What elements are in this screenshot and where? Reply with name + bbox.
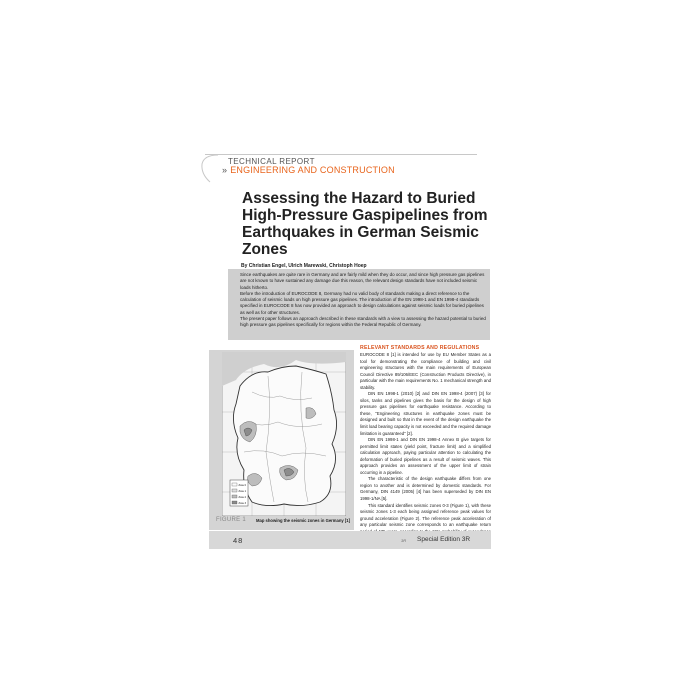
body-paragraph: The characteristic of the design earthquake differs from one region to another and is determined by domestic standards. For Germany, DIN 4149 (2005) [4] has been superseded by DIN EN 1998-1/NA [5]. — [360, 476, 491, 502]
map-legend-label: Zone 3 — [238, 502, 246, 505]
header-section — [222, 165, 395, 175]
seismic-zone-map — [222, 352, 346, 516]
header-section-label: ENGINEERING AND CONSTRUCTION — [230, 165, 395, 175]
map-legend-label: Zone 0 — [238, 484, 246, 487]
header-kicker: TECHNICAL REPORT — [228, 157, 315, 166]
footer-brand: 3R — [401, 538, 407, 543]
figure-number: FIGURE 1 — [216, 517, 247, 523]
abstract-paragraph: The present paper follows an approach described in these standards with a view to assessing the hazard potential to buried high pressure gas pipelines specifically for regions within the Federal Republic of Germany. — [240, 316, 486, 328]
header-swoosh-icon — [198, 154, 220, 184]
page-number: 48 — [233, 536, 244, 545]
map-legend-label: Zone 1 — [238, 490, 246, 493]
body-paragraph: EUROCODE 8 [1] is intended for use by EU Member States as a tool for demonstrating the compliance of building and civil engineering structures with the main requirements of European Council Directive 89/106/EEC (Construction Products Directive), in particular with the main requirements No. 1 mechanical strength and stability. — [360, 352, 491, 390]
map-legend-label: Zone 2 — [238, 496, 246, 499]
abstract-paragraph: Since earthquakes are quite rare in Germany and are fairly mild when they do occur, and since high pressure gas pipelines are not known to have sustained any damage due this reason, the relevant design standards have not included seismic loads hitherto. — [240, 272, 485, 290]
article-title: Assessing the Hazard to Buried High-Pressure Gaspipelines from Earthquakes in German Seismic Zones — [242, 190, 488, 258]
footer-edition: Special Edition 3R — [417, 536, 471, 543]
abstract-text — [240, 272, 488, 329]
body-paragraph: This standard identifies seismic zones 0-3 (Figure 1), with these seismic zones 1-3 each being assigned reference peak values for ground acceleration (Figure 2). The reference peak acceleration of any particular seismic zone corresponds to an earthquake return — [360, 502, 491, 528]
body-column — [360, 345, 491, 542]
abstract-box — [228, 269, 490, 340]
section-heading: RELEVANT STANDARDS AND REGULATIONS — [360, 345, 480, 351]
figure-caption: Map showing the seismic zones in Germany [1] — [256, 518, 351, 523]
header-rule — [205, 154, 477, 155]
article-authors: By Christian Engel, Ulrich Marewski, Christoph Hoep — [241, 263, 367, 269]
body-paragraph: DIN EN 1998-1 and DIN EN 1998-4 Annex B give targets for permitted limit states (yield point, fracture limit) and a simplified calculation approach, paying particular attention to calculating the deformation of buried pipelines as a result of seismic waves. This approach provides an assessment of the upper limit of strain occurring in a pipeline. — [360, 437, 491, 475]
body-paragraph: DIN EN 1998-1 (2010) [2] and DIN EN 1998-4 (2007) [3] for silos, tanks and pipelines gives the basis for the design of high pressure gas pipelines for earthquake resistance. According to these, "Engineering structures in earthquake zones must be designed and built so that in the event of the design earthquake the limit load bearing capacity is not exceeded and the required damage limitation is guaranteed" [2]. — [360, 391, 491, 436]
abstract-paragraph: Before the introduction of EUROCODE 8, Germany had no valid body of standards making a direct reference to the calculation of seismic loads on high pressure gas pipelines. The introduction of the EN 1998-1 and EN 1998-4 standards specified in EUROCODE 8 has now provided an approach to design calculations against seismic loads for buried pipelines as well as for other structures. — [240, 290, 484, 315]
chevron-icon: » — [222, 165, 228, 175]
